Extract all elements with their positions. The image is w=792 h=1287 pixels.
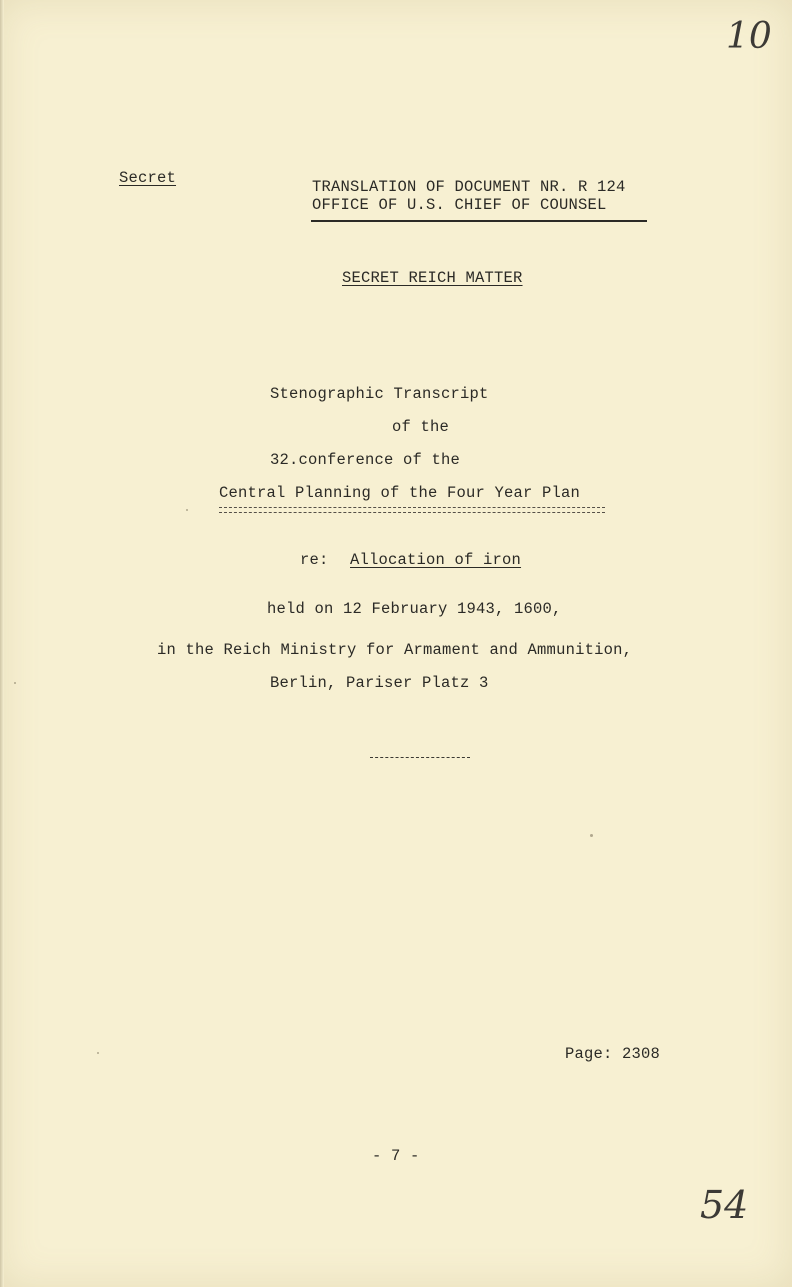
secrecy-heading: SECRET REICH MATTER (342, 269, 523, 287)
title-line-3: 32.conference of the (270, 451, 461, 469)
page-number-label: Page: 2308 (565, 1045, 661, 1063)
header-line-1: TRANSLATION OF DOCUMENT NR. R 124 (312, 178, 626, 196)
re-subject: Allocation of iron (350, 551, 522, 569)
title-double-underline (219, 507, 605, 513)
title-line-2: of the (392, 418, 450, 436)
folio-number: - 7 - (372, 1147, 420, 1165)
page-edge-shadow (0, 0, 4, 1287)
paper-speck (14, 682, 16, 684)
header-underline (311, 220, 647, 222)
handwritten-page-number-top: 10 (726, 16, 772, 57)
re-label: re: (300, 551, 329, 569)
location-line-1: in the Reich Ministry for Armament and Ammunition, (157, 641, 633, 659)
handwritten-page-number-bottom: 54 (700, 1183, 749, 1227)
paper-speck (590, 834, 593, 837)
title-line-4: Central Planning of the Four Year Plan (219, 484, 581, 502)
classification-label: Secret (119, 169, 177, 187)
paper-speck (186, 509, 188, 511)
paper-speck (97, 1052, 99, 1054)
title-line-1: Stenographic Transcript (270, 385, 489, 403)
section-divider (370, 757, 470, 758)
header-line-2: OFFICE OF U.S. CHIEF OF COUNSEL (312, 196, 607, 214)
held-line: held on 12 February 1943, 1600, (267, 600, 562, 618)
location-line-2: Berlin, Pariser Platz 3 (270, 674, 489, 692)
